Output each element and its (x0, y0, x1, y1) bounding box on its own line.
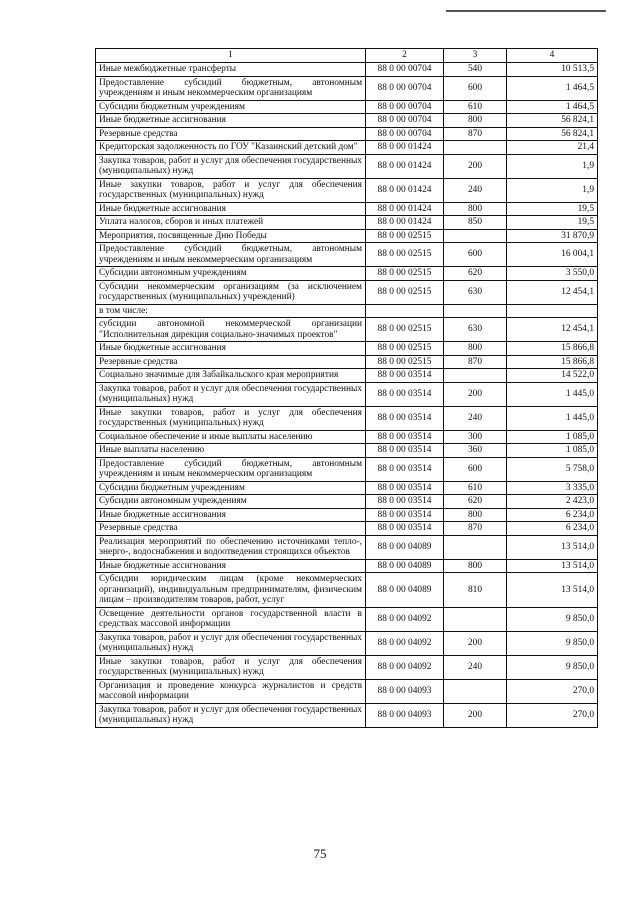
row-code-cell: 88 0 00 03514 (366, 508, 444, 522)
table-row (96, 178, 598, 202)
table-row (96, 76, 598, 100)
table-row (96, 318, 598, 342)
row-code-cell: 88 0 00 01424 (366, 216, 444, 230)
header-row (96, 49, 598, 63)
table-row (96, 406, 598, 430)
row-type-cell: 600 (444, 457, 507, 481)
row-amount-cell: 12 454,1 (507, 280, 598, 304)
row-code-cell: 88 0 00 03514 (366, 457, 444, 481)
table-row (96, 703, 598, 727)
table-row (96, 495, 598, 509)
row-amount-cell: 15 866,8 (507, 342, 598, 356)
row-type-cell: 620 (444, 267, 507, 281)
table-row (96, 508, 598, 522)
row-code-cell: 88 0 00 01424 (366, 202, 444, 216)
row-amount-cell: 19,5 (507, 216, 598, 230)
row-name-cell: в том числе: (96, 304, 366, 318)
row-amount-cell: 6 234,0 (507, 508, 598, 522)
row-type-cell: 800 (444, 508, 507, 522)
row-name-cell: Иные закупки товаров, работ и услуг для обеспечения государственных (муниципальных) нужд (96, 178, 366, 202)
row-amount-cell: 1 445,0 (507, 382, 598, 406)
row-name-cell: Уплата налогов, сборов и иных платежей (96, 216, 366, 230)
table-row (96, 559, 598, 573)
table-row (96, 444, 598, 458)
row-code-cell: 88 0 00 04089 (366, 559, 444, 573)
row-code-cell: 88 0 00 02515 (366, 229, 444, 243)
row-type-cell: 240 (444, 406, 507, 430)
table-row (96, 631, 598, 655)
row-type-cell: 850 (444, 216, 507, 230)
row-type-cell: 630 (444, 318, 507, 342)
row-code-cell: 88 0 00 04092 (366, 655, 444, 679)
table-row (96, 141, 598, 155)
row-name-cell: Резервные средства (96, 522, 366, 536)
row-type-cell: 240 (444, 178, 507, 202)
table-row (96, 655, 598, 679)
row-amount-cell: 270,0 (507, 703, 598, 727)
row-amount-cell: 10 513,5 (507, 63, 598, 77)
header-cell: 4 (507, 49, 598, 63)
table-row (96, 457, 598, 481)
row-code-cell: 88 0 00 00704 (366, 63, 444, 77)
row-code-cell: 88 0 00 04092 (366, 631, 444, 655)
row-amount-cell (507, 304, 598, 318)
table-body (96, 63, 598, 728)
table-row (96, 243, 598, 267)
table-row (96, 114, 598, 128)
row-name-cell: Резервные средства (96, 355, 366, 369)
table-row (96, 304, 598, 318)
row-name-cell: Иные бюджетные ассигнования (96, 202, 366, 216)
row-type-cell: 200 (444, 382, 507, 406)
row-amount-cell: 31 870,9 (507, 229, 598, 243)
row-type-cell: 240 (444, 655, 507, 679)
row-name-cell: Иные закупки товаров, работ и услуг для обеспечения государственных (муниципальных) нужд (96, 655, 366, 679)
row-name-cell: Освещение деятельности органов государственной власти в средствах массовой информации (96, 607, 366, 631)
row-amount-cell: 21,4 (507, 141, 598, 155)
table-row (96, 202, 598, 216)
row-amount-cell: 2 423,0 (507, 495, 598, 509)
row-type-cell: 800 (444, 114, 507, 128)
row-name-cell: Иные бюджетные ассигнования (96, 508, 366, 522)
row-name-cell: Субсидии бюджетным учреждениям (96, 100, 366, 114)
row-code-cell: 88 0 00 03514 (366, 406, 444, 430)
row-amount-cell: 56 824,1 (507, 114, 598, 128)
row-type-cell: 620 (444, 495, 507, 509)
row-name-cell: Закупка товаров, работ и услуг для обеспечения государственных (муниципальных) нужд (96, 382, 366, 406)
row-amount-cell: 13 514,0 (507, 573, 598, 608)
row-name-cell: Кредиторская задолженность по ГОУ "Казаинский детский дом" (96, 141, 366, 155)
row-amount-cell: 19,5 (507, 202, 598, 216)
row-amount-cell: 3 550,0 (507, 267, 598, 281)
row-name-cell: Закупка товаров, работ и услуг для обеспечения государственных (муниципальных) нужд (96, 703, 366, 727)
row-amount-cell: 1 464,5 (507, 100, 598, 114)
row-amount-cell: 15 866,8 (507, 355, 598, 369)
row-code-cell: 88 0 00 00704 (366, 127, 444, 141)
row-type-cell: 300 (444, 430, 507, 444)
row-name-cell: Реализация мероприятий по обеспечению источниками тепло-, энерго-, водоснабжения и водоотведения строящихся объектов (96, 535, 366, 559)
row-code-cell: 88 0 00 03514 (366, 369, 444, 383)
row-name-cell: Субсидии бюджетным учреждениям (96, 481, 366, 495)
row-type-cell: 630 (444, 280, 507, 304)
row-amount-cell: 5 758,0 (507, 457, 598, 481)
budget-table (95, 48, 598, 728)
row-name-cell: Субсидии юридическим лицам (кроме некоммерческих организаций), индивидуальным предпринимателям, физическим лицам – производителям товаров, работ, услуг (96, 573, 366, 608)
row-name-cell: Иные бюджетные ассигнования (96, 114, 366, 128)
row-name-cell: Предоставление субсидий бюджетным, автономным учреждениям и иным некоммерческим организациям (96, 243, 366, 267)
row-code-cell: 88 0 00 02515 (366, 267, 444, 281)
row-code-cell: 88 0 00 02515 (366, 342, 444, 356)
row-amount-cell: 1 464,5 (507, 76, 598, 100)
row-name-cell: Предоставление субсидий бюджетным, автономным учреждениям и иным некоммерческим организациям (96, 76, 366, 100)
row-code-cell: 88 0 00 01424 (366, 141, 444, 155)
row-amount-cell: 3 335,0 (507, 481, 598, 495)
row-code-cell: 88 0 00 03514 (366, 444, 444, 458)
row-code-cell: 88 0 00 03514 (366, 430, 444, 444)
row-code-cell: 88 0 00 02515 (366, 318, 444, 342)
table-row (96, 382, 598, 406)
row-amount-cell: 9 850,0 (507, 607, 598, 631)
row-amount-cell: 1,9 (507, 178, 598, 202)
row-type-cell (444, 141, 507, 155)
row-code-cell: 88 0 00 04092 (366, 607, 444, 631)
row-type-cell (444, 679, 507, 703)
row-type-cell (444, 229, 507, 243)
row-code-cell: 88 0 00 01424 (366, 178, 444, 202)
row-name-cell: Иные закупки товаров, работ и услуг для обеспечения государственных (муниципальных) нужд (96, 406, 366, 430)
row-amount-cell: 14 522,0 (507, 369, 598, 383)
row-name-cell: Иные выплаты населению (96, 444, 366, 458)
row-type-cell (444, 607, 507, 631)
row-name-cell: Мероприятия, посвященные Дню Победы (96, 229, 366, 243)
row-name-cell: Иные бюджетные ассигнования (96, 342, 366, 356)
row-code-cell: 88 0 00 03514 (366, 495, 444, 509)
row-amount-cell: 270,0 (507, 679, 598, 703)
row-code-cell: 88 0 00 03514 (366, 481, 444, 495)
row-name-cell: Иные межбюджетные трансферты (96, 63, 366, 77)
row-amount-cell: 16 004,1 (507, 243, 598, 267)
row-code-cell: 88 0 00 00704 (366, 100, 444, 114)
row-name-cell: Предоставление субсидий бюджетным, автономным учреждениям и иным некоммерческим организациям (96, 457, 366, 481)
table-row (96, 342, 598, 356)
row-code-cell: 88 0 00 02515 (366, 280, 444, 304)
row-code-cell: 88 0 00 00704 (366, 76, 444, 100)
top-rule (446, 10, 606, 12)
row-amount-cell: 1 085,0 (507, 444, 598, 458)
table-row (96, 607, 598, 631)
row-code-cell: 88 0 00 01424 (366, 154, 444, 178)
row-code-cell: 88 0 00 03514 (366, 522, 444, 536)
row-type-cell: 870 (444, 355, 507, 369)
row-type-cell: 540 (444, 63, 507, 77)
row-amount-cell: 9 850,0 (507, 655, 598, 679)
row-code-cell: 88 0 00 03514 (366, 382, 444, 406)
table-row (96, 522, 598, 536)
row-code-cell: 88 0 00 00704 (366, 114, 444, 128)
row-type-cell: 610 (444, 100, 507, 114)
row-type-cell: 800 (444, 559, 507, 573)
table-row (96, 216, 598, 230)
row-amount-cell: 13 514,0 (507, 535, 598, 559)
row-name-cell: Субсидии автономным учреждениям (96, 495, 366, 509)
row-type-cell: 610 (444, 481, 507, 495)
table-row (96, 430, 598, 444)
table-row (96, 280, 598, 304)
table-row (96, 100, 598, 114)
row-name-cell: Социальное обеспечение и иные выплаты населению (96, 430, 366, 444)
table-row (96, 127, 598, 141)
header-cell: 2 (366, 49, 444, 63)
row-amount-cell: 1 085,0 (507, 430, 598, 444)
row-code-cell: 88 0 00 04089 (366, 573, 444, 608)
table-row (96, 481, 598, 495)
row-type-cell: 600 (444, 76, 507, 100)
row-code-cell: 88 0 00 04093 (366, 703, 444, 727)
page-number: 75 (313, 846, 327, 861)
row-name-cell: Субсидии некоммерческим организациям (за исключением государственных (муниципальных) учреждений) (96, 280, 366, 304)
row-amount-cell: 9 850,0 (507, 631, 598, 655)
table-row (96, 679, 598, 703)
row-type-cell: 870 (444, 522, 507, 536)
row-type-cell (444, 369, 507, 383)
row-type-cell (444, 535, 507, 559)
row-type-cell: 870 (444, 127, 507, 141)
row-amount-cell: 56 824,1 (507, 127, 598, 141)
row-type-cell: 810 (444, 573, 507, 608)
row-type-cell: 360 (444, 444, 507, 458)
row-type-cell: 200 (444, 631, 507, 655)
row-name-cell: Организация и проведение конкурса журналистов и средств массовой информации (96, 679, 366, 703)
row-amount-cell: 1,9 (507, 154, 598, 178)
row-amount-cell: 1 445,0 (507, 406, 598, 430)
table-row (96, 535, 598, 559)
table-row (96, 355, 598, 369)
row-amount-cell: 13 514,0 (507, 559, 598, 573)
row-code-cell: 88 0 00 02515 (366, 355, 444, 369)
row-amount-cell: 6 234,0 (507, 522, 598, 536)
row-type-cell: 800 (444, 342, 507, 356)
table-row (96, 229, 598, 243)
row-type-cell: 200 (444, 154, 507, 178)
row-code-cell: 88 0 00 04093 (366, 679, 444, 703)
row-type-cell: 200 (444, 703, 507, 727)
table-row (96, 573, 598, 608)
row-name-cell: Закупка товаров, работ и услуг для обеспечения государственных (муниципальных) нужд (96, 154, 366, 178)
row-name-cell: Иные бюджетные ассигнования (96, 559, 366, 573)
header-cell: 3 (444, 49, 507, 63)
row-code-cell: 88 0 00 04089 (366, 535, 444, 559)
table-row (96, 267, 598, 281)
row-type-cell (444, 304, 507, 318)
row-code-cell: 88 0 00 02515 (366, 243, 444, 267)
row-name-cell: Резервные средства (96, 127, 366, 141)
row-code-cell (366, 304, 444, 318)
row-name-cell: Социально значимые для Забайкальского края мероприятия (96, 369, 366, 383)
table-row (96, 63, 598, 77)
row-amount-cell: 12 454,1 (507, 318, 598, 342)
row-name-cell: Субсидии автономным учреждениям (96, 267, 366, 281)
table-row (96, 154, 598, 178)
row-type-cell: 600 (444, 243, 507, 267)
row-name-cell: субсидии автономной некоммерческой организации "Исполнительная дирекция социально-значимых проектов" (96, 318, 366, 342)
row-name-cell: Закупка товаров, работ и услуг для обеспечения государственных (муниципальных) нужд (96, 631, 366, 655)
row-type-cell: 800 (444, 202, 507, 216)
header-cell: 1 (96, 49, 366, 63)
table-row (96, 369, 598, 383)
